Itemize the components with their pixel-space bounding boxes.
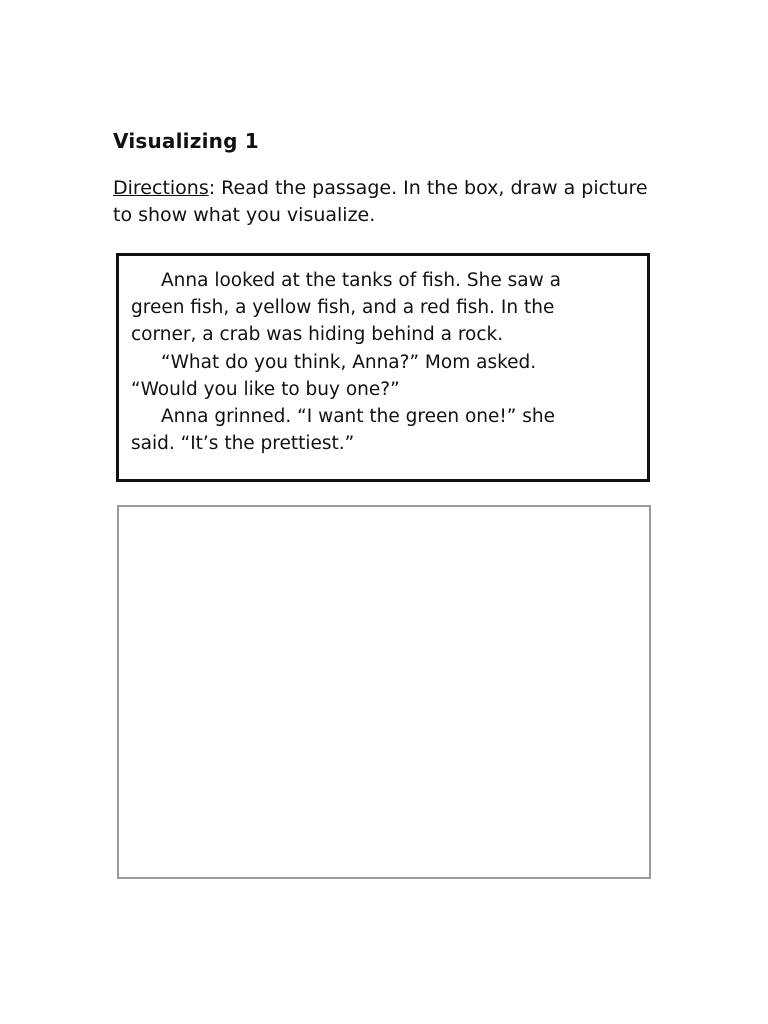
passage-line: Anna looked at the tanks of fish. She saw a [161, 270, 561, 291]
passage-box [116, 253, 650, 482]
passage-line: said. “It’s the prettiest.” [131, 433, 355, 455]
passage-text [131, 267, 643, 457]
passage-line: green fish, a yellow fish, and a red fish. In the [131, 297, 555, 319]
drawing-box[interactable] [117, 505, 651, 879]
directions-label: Directions [113, 177, 209, 199]
passage-line: Anna grinned. “I want the green one!” she [161, 406, 556, 428]
passage-line: corner, a crab was hiding behind a rock. [131, 324, 504, 346]
directions-text: : Read the passage. In the box, draw a picture to show what you visualize. [113, 177, 648, 226]
worksheet-title: Visualizing 1 [113, 129, 259, 153]
passage-line: “What do you think, Anna?” Mom asked. [161, 351, 537, 373]
directions [113, 175, 658, 229]
passage-line: “Would you like to buy one?” [131, 378, 400, 400]
